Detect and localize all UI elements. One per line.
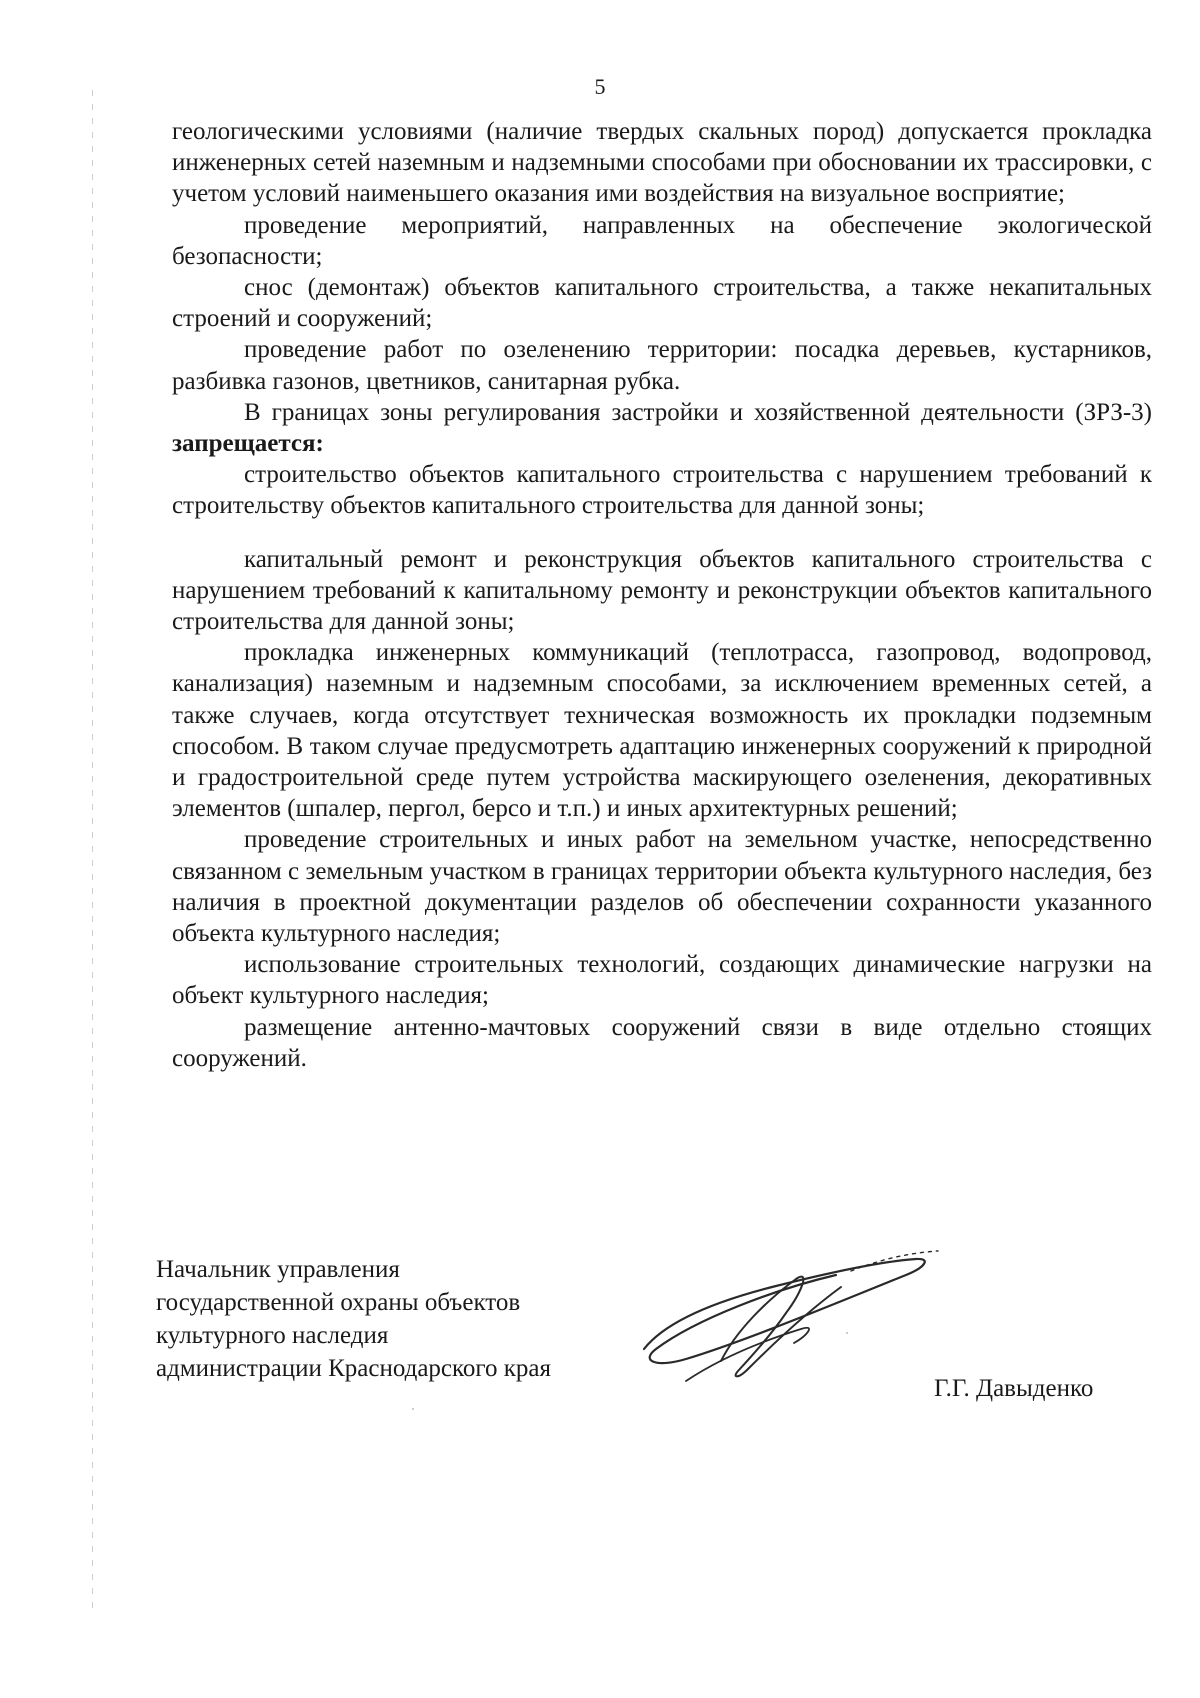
- signer-position-line: Начальник управления: [156, 1256, 400, 1283]
- paragraph-9: проведение строительных и иных работ на земельном участке, непосредственно связанном с земельным участком в границах территории объекта культурного наследия, без наличия в проектной документации разделов об обеспечении сохранности указанного объекта культурного наследия;: [172, 826, 1152, 948]
- signature-stroke: [686, 1328, 809, 1381]
- document-body: [172, 116, 1152, 1074]
- signature-stroke: [644, 1259, 925, 1363]
- paragraph-8: прокладка инженерных коммуникаций (теплотрасса, газопровод, водопровод, канализация) наземным и надземным способами, за исключением временных сетей, а также случаев, когда отсутствует техническая возможность их прокладки подземным способом. В таком случае предусмотреть адаптацию инженерных сооружений к природной и градостроительной среде путем устройства маскирующего озеленения, декоративных элементов (шпалер, пергол, берсо и т.п.) и иных архитектурных решений;: [172, 639, 1152, 823]
- paragraph-6: строительство объектов капитального строительства с нарушением требований к строительству объектов капитального строительства для данной зоны;: [172, 461, 1152, 520]
- handwritten-signature: [626, 1231, 946, 1401]
- paragraph-3: снос (демонтаж) объектов капитального строительства, а также некапитальных строений и сооружений;: [172, 274, 1152, 333]
- paragraph-5-text: В границах зоны регулирования застройки и хозяйственной деятельности (ЗРЗ-3): [244, 398, 1152, 426]
- paragraph-10: использование строительных технологий, создающих динамические нагрузки на объект культурного наследия;: [172, 951, 1152, 1010]
- scan-edge-line: [92, 90, 93, 1610]
- paragraph-11: размещение антенно-мачтовых сооружений связи в виде отдельно стоящих сооружений.: [172, 1013, 1152, 1072]
- paragraph-1: геологическими условиями (наличие твердых скальных пород) допускается прокладка инженерных сетей наземным и надземными способами при обосновании их трассировки, с учетом условий наименьшего оказания ими воздействия на визуальное восприятие;: [172, 118, 1152, 208]
- paragraph-7: капитальный ремонт и реконструкция объектов капитального строительства с нарушением требований к капитальному ремонту и реконструкции объектов капитального строительства для данной зоны;: [172, 545, 1152, 636]
- signer-position-line: администрации Краснодарского края: [156, 1355, 552, 1382]
- signer-name: Г.Г. Давыденко: [934, 1375, 1094, 1402]
- scan-speck: [846, 1332, 848, 1334]
- signature-stroke: [721, 1277, 841, 1377]
- scan-speck: [412, 1408, 414, 1410]
- paragraph-2: проведение мероприятий, направленных на обеспечение экологической безопасности;: [172, 211, 1152, 270]
- prohibited-heading: запрещается:: [172, 430, 324, 458]
- page-number: 5: [594, 74, 606, 99]
- signer-position: [156, 1253, 551, 1385]
- signer-position-line: культурного наследия: [156, 1322, 389, 1349]
- paragraph-4: проведение работ по озеленению территории: посадка деревьев, кустарников, разбивка газонов, цветников, санитарная рубка.: [172, 336, 1152, 395]
- signature-block: [156, 1253, 1156, 1433]
- paragraph-5: [172, 397, 1152, 459]
- signer-position-line: государственной охраны объектов: [156, 1289, 521, 1316]
